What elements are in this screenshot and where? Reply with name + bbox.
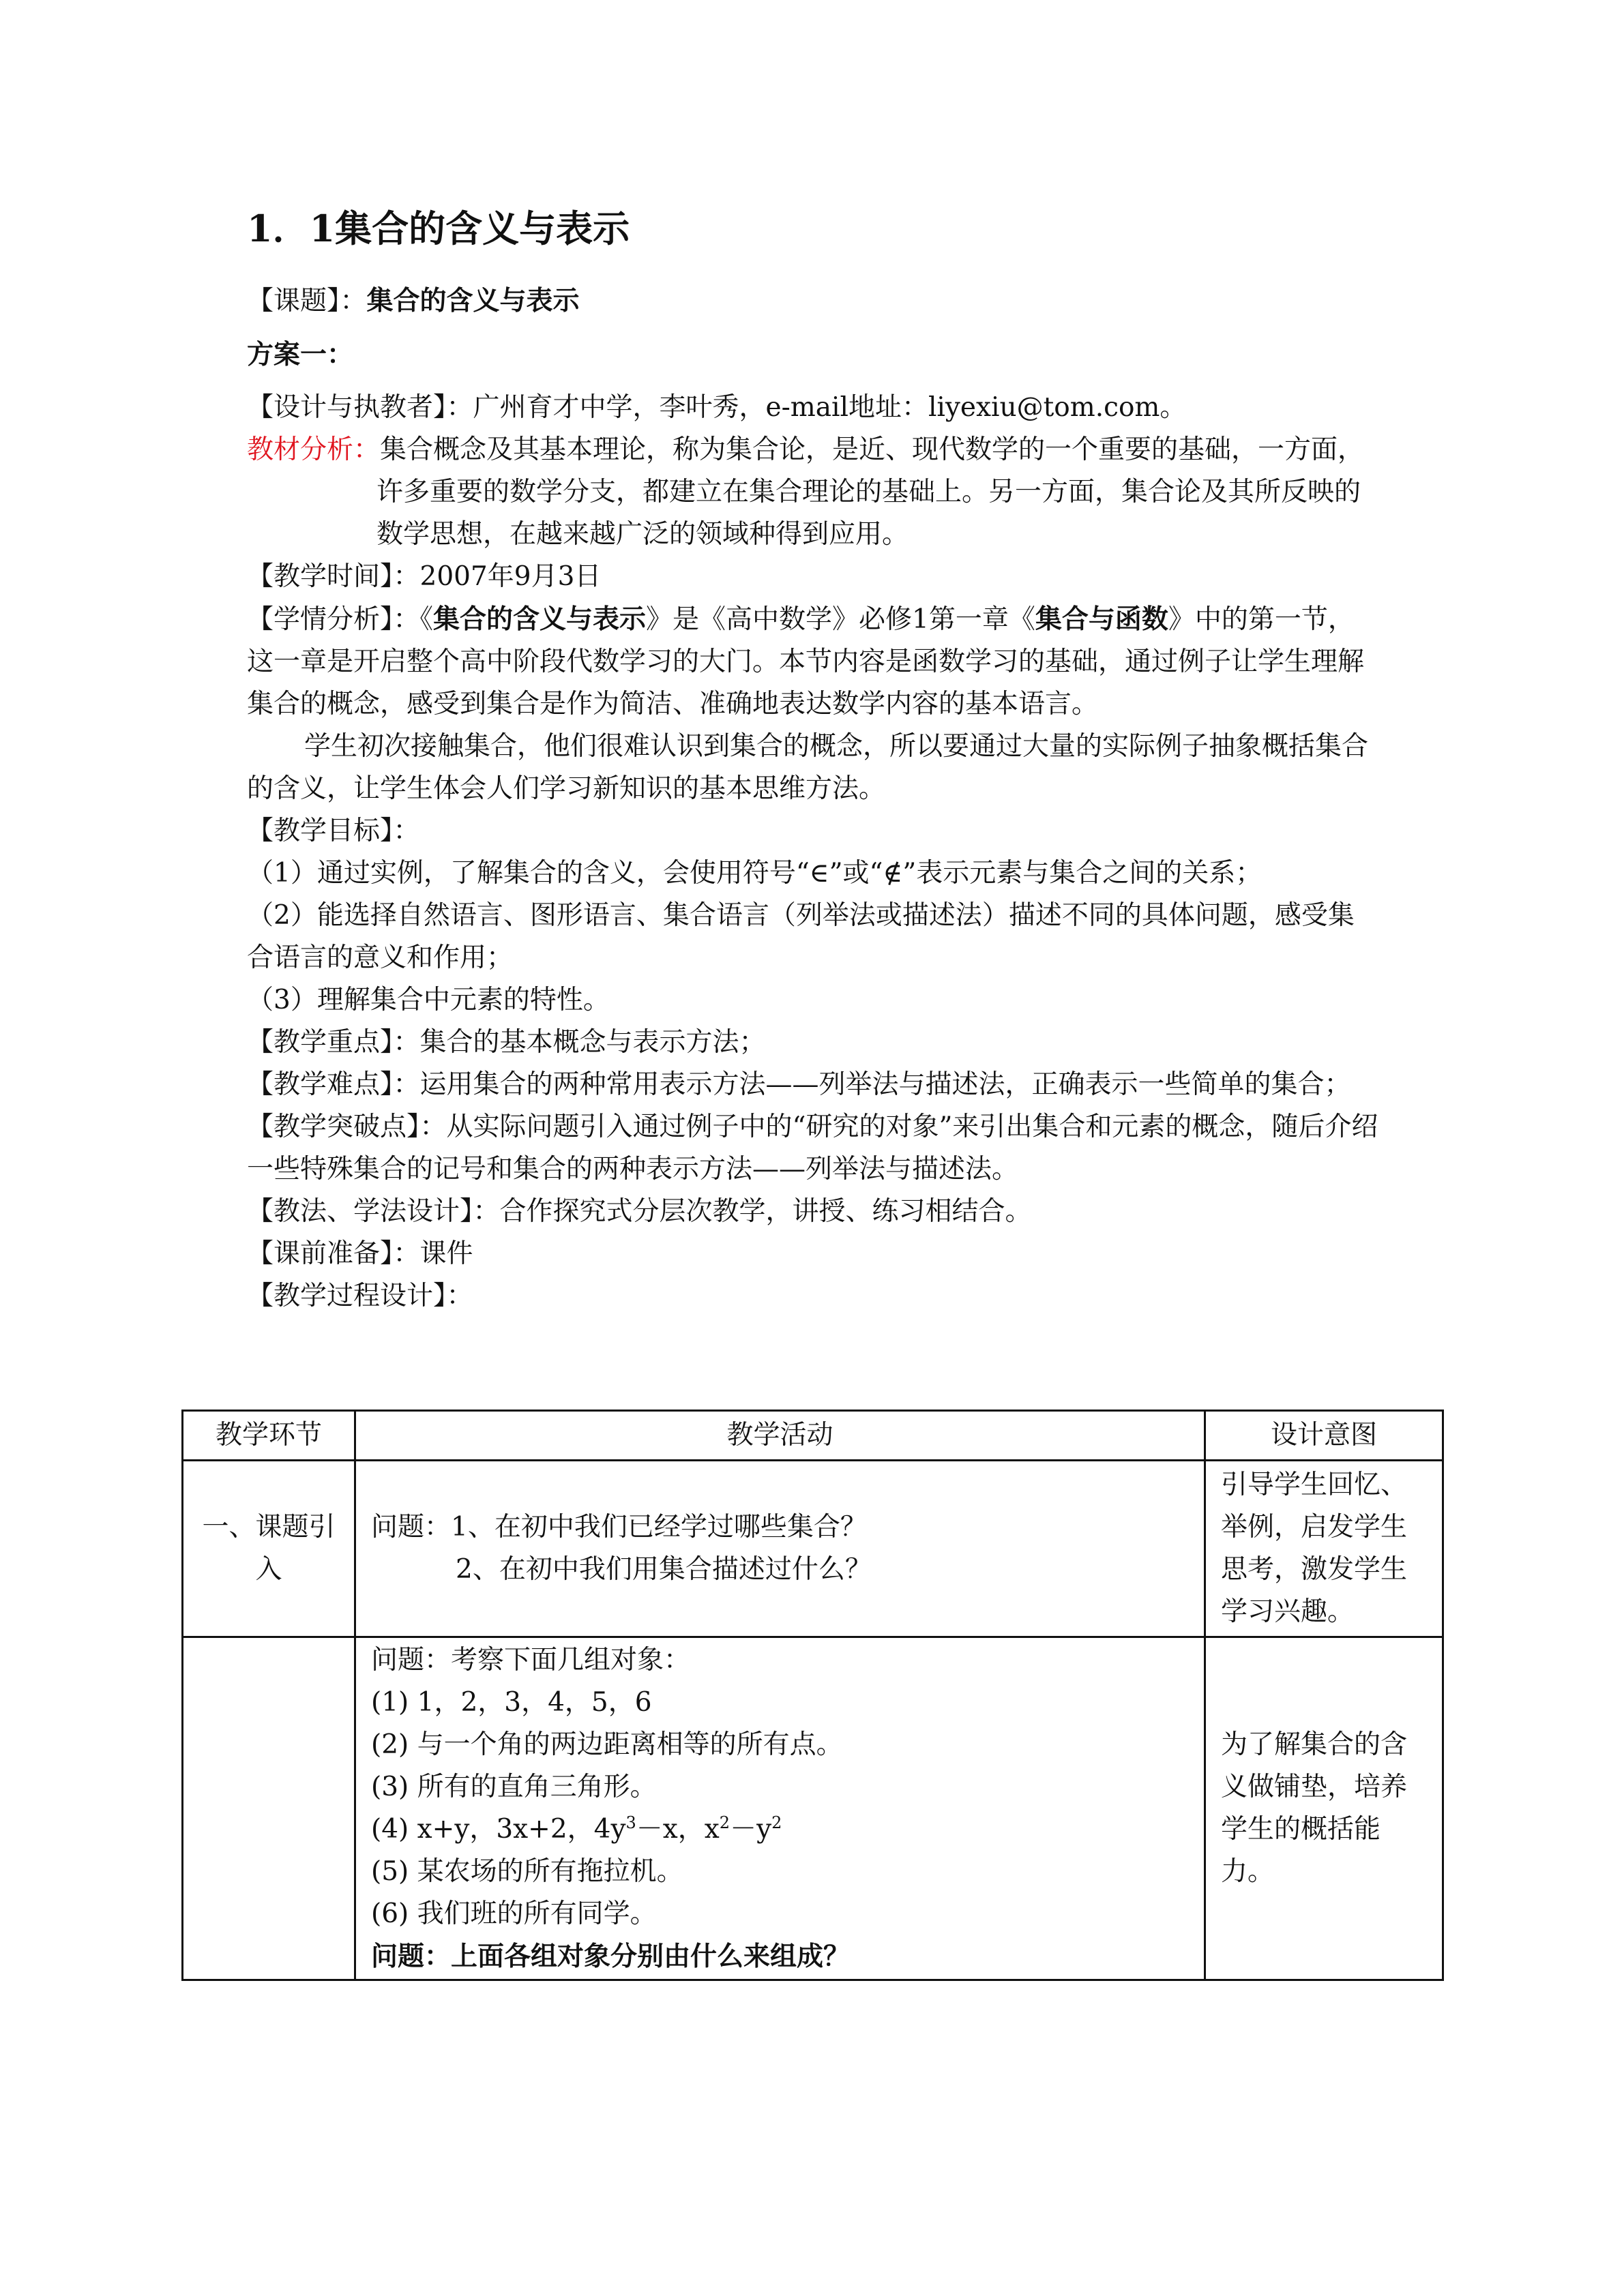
- teaching-process-table: [181, 1410, 1444, 1981]
- header-activity: 教学活动: [355, 1411, 1205, 1461]
- row2-line-0: 问题：考察下面几组对象：: [371, 1645, 691, 1675]
- method-design: 【教法、学法设计】：合作探究式分层次教学，讲授、练习相结合。: [247, 1196, 1032, 1227]
- row1-activity: [355, 1461, 1205, 1637]
- row2-line-4: [371, 1808, 1189, 1851]
- table-row: [183, 1461, 1443, 1637]
- goal-1: （1）通过实例，了解集合的含义，会使用符号“∈”或“∉”表示元素与集合之间的关系；: [247, 858, 1263, 889]
- learner-paragraph-2: 学生初次接触集合，他们很难认识到集合的概念，所以要通过大量的实际例子抽象概括集合的含义，让学生体会人们学习新知识的基本思维方法。: [247, 731, 1369, 805]
- material-label: 教材分析：: [247, 434, 381, 466]
- row2-line-5: (5) 某农场的所有拖拉机。: [371, 1856, 683, 1887]
- topic-line: [247, 280, 1379, 323]
- row1-stage: 一、课题引入: [183, 1461, 355, 1637]
- learner-bold-2: 集合与函数: [1035, 603, 1168, 636]
- learner-label: 【学情分析】：《: [247, 604, 434, 636]
- preparation: 【课前准备】：课件: [247, 1238, 473, 1270]
- row2-line-3: (3) 所有的直角三角形。: [371, 1772, 657, 1802]
- material-analysis: [247, 429, 1379, 556]
- topic-label: 【课题】：: [247, 286, 367, 317]
- difficulty: 【教学难点】：运用集合的两种常用表示方法——列举法与描述法，正确表示一些简单的集合；: [247, 1069, 1351, 1101]
- teaching-time: 【教学时间】：2007年9月3日: [247, 561, 602, 593]
- goal-3: （3）理解集合中元素的特性。: [247, 985, 610, 1016]
- learner-bold-1: 集合的含义与表示: [433, 603, 647, 636]
- plan-heading: 方案一：: [247, 339, 354, 371]
- row2-line-1: (1) 1，2，3，4，5，6: [371, 1687, 652, 1718]
- row2-line-7: 问题：上面各组对象分别由什么来组成？: [371, 1941, 851, 1972]
- material-text: 集合概念及其基本理论，称为集合论，是近、现代数学的一个重要的基础，一方面，许多重要的数学分支，都建立在集合理论的基础上。另一方面，集合论及其所反映的数学思想，在越来越广泛的领域种得到应用。: [377, 434, 1365, 550]
- goal-2: （2）能选择自然语言、图形语言、集合语言（列举法或描述法）描述不同的具体问题，感受集合语言的意义和作用；: [247, 900, 1355, 974]
- expr-b: －x，x: [636, 1814, 720, 1845]
- goals-label: 【教学目标】：: [247, 816, 420, 847]
- learner-text-2: 》是《高中数学》必修1第一章《: [646, 604, 1035, 636]
- exp-1: 3: [625, 1813, 636, 1832]
- table-row: [183, 1637, 1443, 1980]
- document-title: 1．1集合的含义与表示: [247, 207, 630, 250]
- exp-3: 2: [771, 1813, 782, 1832]
- learner-analysis: [247, 598, 1379, 726]
- header-stage: 教学环节: [183, 1411, 355, 1461]
- exp-2: 2: [719, 1813, 730, 1832]
- process-label: 【教学过程设计】：: [247, 1281, 473, 1312]
- row2-line-2: (2) 与一个角的两边距离相等的所有点。: [371, 1729, 843, 1760]
- expr-c: －y: [730, 1814, 772, 1845]
- document-body: [247, 205, 1379, 1317]
- designer-line: 【设计与执教者】：广州育才中学，李叶秀，e-mail地址：liyexiu@tom.com。: [247, 392, 1187, 423]
- row2-stage: [183, 1637, 355, 1980]
- row1-question-1: 问题：1、在初中我们已经学过哪些集合？: [371, 1512, 867, 1542]
- expr-a: (4) x+y，3x+2，4y: [371, 1814, 626, 1845]
- breakthrough: 【教学突破点】：从实际问题引入通过例子中的“研究的对象”来引出集合和元素的概念，随后介绍一些特殊集合的记号和集合的两种表示方法——列举法与描述法。: [247, 1112, 1378, 1185]
- learner-text-3: 》中的第一节，这一章是开启整个高中阶段代数学习的大门。本节内容是函数学习的基础，通过例子让学生理解集合的概念，感受到集合是作为简洁、准确地表达数学内容的基本语言。: [247, 604, 1365, 720]
- row2-intent: 为了解集合的含义做铺垫，培养学生的概括能力。: [1205, 1637, 1443, 1980]
- row2-activity: [355, 1637, 1205, 1980]
- header-intent: 设计意图: [1205, 1411, 1443, 1461]
- row1-intent: 引导学生回忆、举例，启发学生思考，激发学生学习兴趣。: [1205, 1461, 1443, 1637]
- table-header-row: [183, 1411, 1443, 1461]
- key-point: 【教学重点】：集合的基本概念与表示方法；: [247, 1027, 766, 1058]
- row2-line-6: (6) 我们班的所有同学。: [371, 1898, 657, 1929]
- row1-question-2: 2、在初中我们用集合描述过什么？: [456, 1554, 872, 1585]
- topic-value: 集合的含义与表示: [366, 285, 580, 317]
